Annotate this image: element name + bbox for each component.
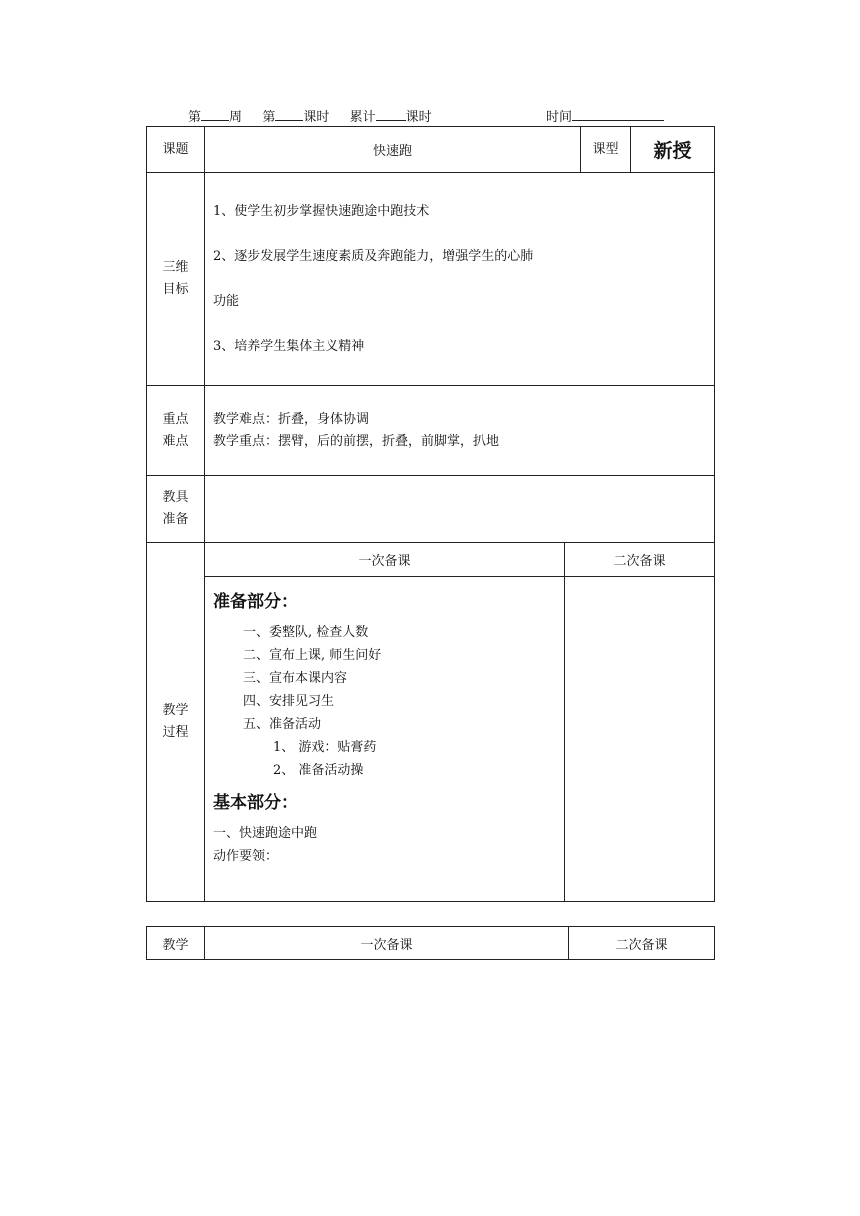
equip-label-line1: 教具: [162, 490, 189, 505]
prep-item: 三、宣布本课内容: [243, 671, 348, 686]
week-prefix: 第: [188, 110, 202, 125]
total-suffix: 课时: [405, 110, 432, 125]
total-prefix: 累计: [349, 110, 376, 125]
process-header-row: [147, 543, 715, 577]
equip-label: [147, 476, 205, 543]
topic-label: 课题: [147, 127, 205, 173]
period-blank[interactable]: [275, 106, 303, 121]
second-prep-content[interactable]: [565, 577, 715, 902]
goals-row: [147, 173, 715, 386]
key-label-line1: 重点: [162, 411, 189, 427]
continuation-header-row: [147, 927, 715, 960]
key-points-content[interactable]: [205, 386, 715, 476]
week-blank[interactable]: [201, 106, 229, 121]
prep-item: 二、宣布上课, 师生问好: [243, 648, 382, 663]
key-label: [147, 386, 205, 476]
prep-item: 四、安排见习生: [243, 694, 335, 709]
basic-item: 一、快速跑途中跑: [213, 826, 318, 841]
process-content-row: [147, 577, 715, 902]
difficulty-line: 教学难点：折叠，身体协调: [213, 411, 370, 427]
goal-line: 3、培养学生集体主义精神: [213, 339, 365, 354]
goals-label-line1: 三维: [162, 260, 189, 275]
process-label-line2: 过程: [162, 725, 189, 740]
goal-line: 2、逐步发展学生速度素质及奔跑能力，增强学生的心肺: [213, 249, 534, 264]
continuation-table: [146, 926, 715, 960]
goal-line: 1、使学生初步掌握快速跑途中跑技术: [213, 204, 430, 219]
period-prefix: 第: [262, 110, 276, 125]
first-prep-header: 一次备课: [205, 543, 565, 577]
basic-item: 动作要领：: [213, 849, 279, 864]
process-label: [147, 543, 205, 902]
continuation-second-prep-header: 二次备课: [569, 927, 715, 960]
key-label-line2: 难点: [162, 433, 189, 449]
goals-label-line2: 目标: [162, 282, 189, 297]
warmup-subitem: 1、 游戏：贴膏药: [273, 740, 377, 755]
prep-item: 五、准备活动: [243, 717, 322, 732]
goals-label: [147, 173, 205, 386]
equipment-content[interactable]: [205, 476, 715, 543]
second-prep-header: 二次备课: [565, 543, 715, 577]
week-suffix: 周: [229, 110, 243, 125]
focus-line: 教学重点：摆臂，后的前摆，折叠，前脚掌，扒地: [213, 433, 500, 449]
first-prep-content[interactable]: [205, 577, 565, 902]
type-value[interactable]: 新授: [631, 127, 715, 173]
topic-value[interactable]: 快速跑: [205, 127, 581, 173]
process-label-line1: 教学: [162, 703, 189, 718]
equip-label-line2: 准备: [162, 512, 189, 527]
time-blank[interactable]: [572, 106, 664, 121]
continuation-first-prep-header: 一次备课: [205, 927, 569, 960]
basic-section-title: 基本部分：: [213, 793, 298, 813]
key-points-row: [147, 386, 715, 476]
lesson-header-line: [188, 106, 664, 128]
period-suffix: 课时: [303, 110, 330, 125]
topic-row: [147, 127, 715, 173]
equipment-row: [147, 476, 715, 543]
goals-content[interactable]: [205, 173, 715, 386]
prep-section-title: 准备部分：: [213, 592, 298, 612]
time-label: 时间: [545, 110, 572, 125]
lesson-plan-table: [146, 126, 715, 902]
goal-line: 功能: [213, 294, 240, 309]
warmup-subitem: 2、 准备活动操: [273, 763, 364, 778]
type-label: 课型: [581, 127, 631, 173]
prep-item: 一、委整队, 检查人数: [243, 625, 369, 640]
total-blank[interactable]: [376, 106, 406, 121]
continuation-label: 教学: [147, 927, 205, 960]
